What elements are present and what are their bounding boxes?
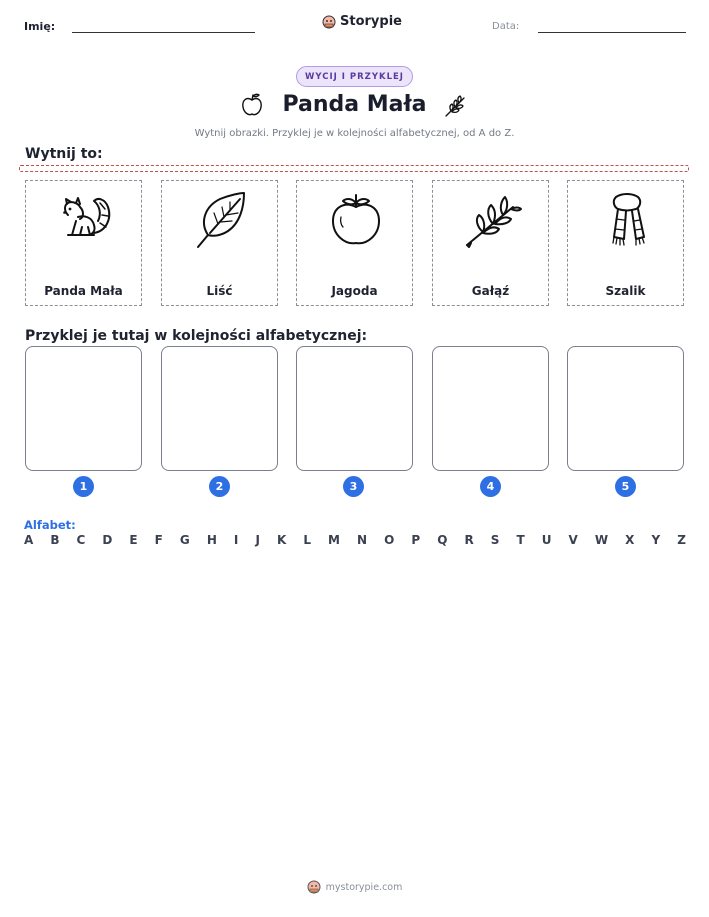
date-label: Data: bbox=[492, 21, 520, 32]
card-label: Jagoda bbox=[331, 284, 378, 298]
alphabet-letter: E bbox=[129, 533, 138, 547]
cut-heading: Wytnij to: bbox=[25, 146, 103, 162]
slot-number-5: 5 bbox=[615, 476, 636, 497]
page-title: Panda Mała bbox=[282, 92, 427, 117]
alphabet-letter: P bbox=[411, 533, 421, 547]
card-label: Liść bbox=[206, 284, 233, 298]
branch-icon bbox=[461, 189, 523, 251]
footer bbox=[0, 880, 709, 894]
paste-slot-5[interactable] bbox=[567, 346, 684, 471]
alphabet-letter: N bbox=[357, 533, 368, 547]
slot-number-3: 3 bbox=[343, 476, 364, 497]
brand-logo bbox=[322, 14, 402, 29]
berry-icon bbox=[325, 189, 387, 251]
slot-number-2: 2 bbox=[209, 476, 230, 497]
storypie-mascot-icon bbox=[307, 880, 321, 894]
alphabet-letter: H bbox=[206, 533, 217, 547]
alphabet-letter: T bbox=[516, 533, 525, 547]
alphabet-label: Alfabet: bbox=[24, 518, 76, 532]
alphabet-letter: R bbox=[464, 533, 474, 547]
alphabet-letter: C bbox=[76, 533, 86, 547]
card-label: Szalik bbox=[605, 284, 646, 298]
cut-card-red-panda[interactable] bbox=[25, 180, 142, 306]
instructions: Wytnij obrazki. Przyklej je w kolejności alfabetycznej, od A do Z. bbox=[194, 128, 515, 139]
cut-card-branch[interactable] bbox=[432, 180, 549, 306]
name-line[interactable] bbox=[72, 32, 255, 33]
alphabet-letter: A bbox=[24, 533, 34, 547]
paste-slot-3[interactable] bbox=[296, 346, 413, 471]
sprig-icon bbox=[442, 92, 470, 120]
paste-heading: Przyklej je tutaj w kolejności alfabetycznej: bbox=[25, 328, 368, 344]
leaf-icon bbox=[190, 189, 252, 251]
alphabet-letter: G bbox=[179, 533, 190, 547]
alphabet-letter: F bbox=[154, 533, 163, 547]
alphabet-letter: W bbox=[594, 533, 609, 547]
cut-card-berry[interactable] bbox=[296, 180, 413, 306]
alphabet-letter: Y bbox=[651, 533, 661, 547]
alphabet-letter: O bbox=[384, 533, 395, 547]
alphabet-letter: K bbox=[276, 533, 287, 547]
alphabet-letter: L bbox=[303, 533, 311, 547]
paste-slot-4[interactable] bbox=[432, 346, 549, 471]
slot-number-4: 4 bbox=[480, 476, 501, 497]
activity-badge: WYCIJ I PRZYKLEJ bbox=[296, 66, 413, 87]
brand-name: Storypie bbox=[340, 14, 402, 29]
cut-card-leaf[interactable] bbox=[161, 180, 278, 306]
name-label: Imię: bbox=[24, 20, 56, 33]
footer-site[interactable]: mystorypie.com bbox=[325, 881, 403, 893]
alphabet-row bbox=[24, 533, 686, 547]
alphabet-letter: M bbox=[328, 533, 340, 547]
cut-line bbox=[19, 165, 689, 172]
card-label: Gałąź bbox=[471, 284, 510, 298]
paste-slot-2[interactable] bbox=[161, 346, 278, 471]
cut-card-scarf[interactable] bbox=[567, 180, 684, 306]
paste-slot-1[interactable] bbox=[25, 346, 142, 471]
alphabet-letter: X bbox=[625, 533, 635, 547]
alphabet-letter: I bbox=[233, 533, 239, 547]
alphabet-letter: U bbox=[541, 533, 552, 547]
storypie-mascot-icon bbox=[322, 15, 336, 29]
scarf-icon bbox=[596, 189, 658, 251]
alphabet-letter: Z bbox=[677, 533, 686, 547]
alphabet-letter: J bbox=[255, 533, 260, 547]
card-label: Panda Mała bbox=[44, 284, 123, 298]
date-line[interactable] bbox=[538, 32, 686, 33]
alphabet-letter: V bbox=[568, 533, 578, 547]
alphabet-letter: S bbox=[490, 533, 500, 547]
alphabet-letter: B bbox=[50, 533, 60, 547]
slot-number-1: 1 bbox=[73, 476, 94, 497]
alphabet-letter: Q bbox=[437, 533, 448, 547]
alphabet-letter: D bbox=[102, 533, 113, 547]
red-panda-icon bbox=[54, 189, 116, 251]
